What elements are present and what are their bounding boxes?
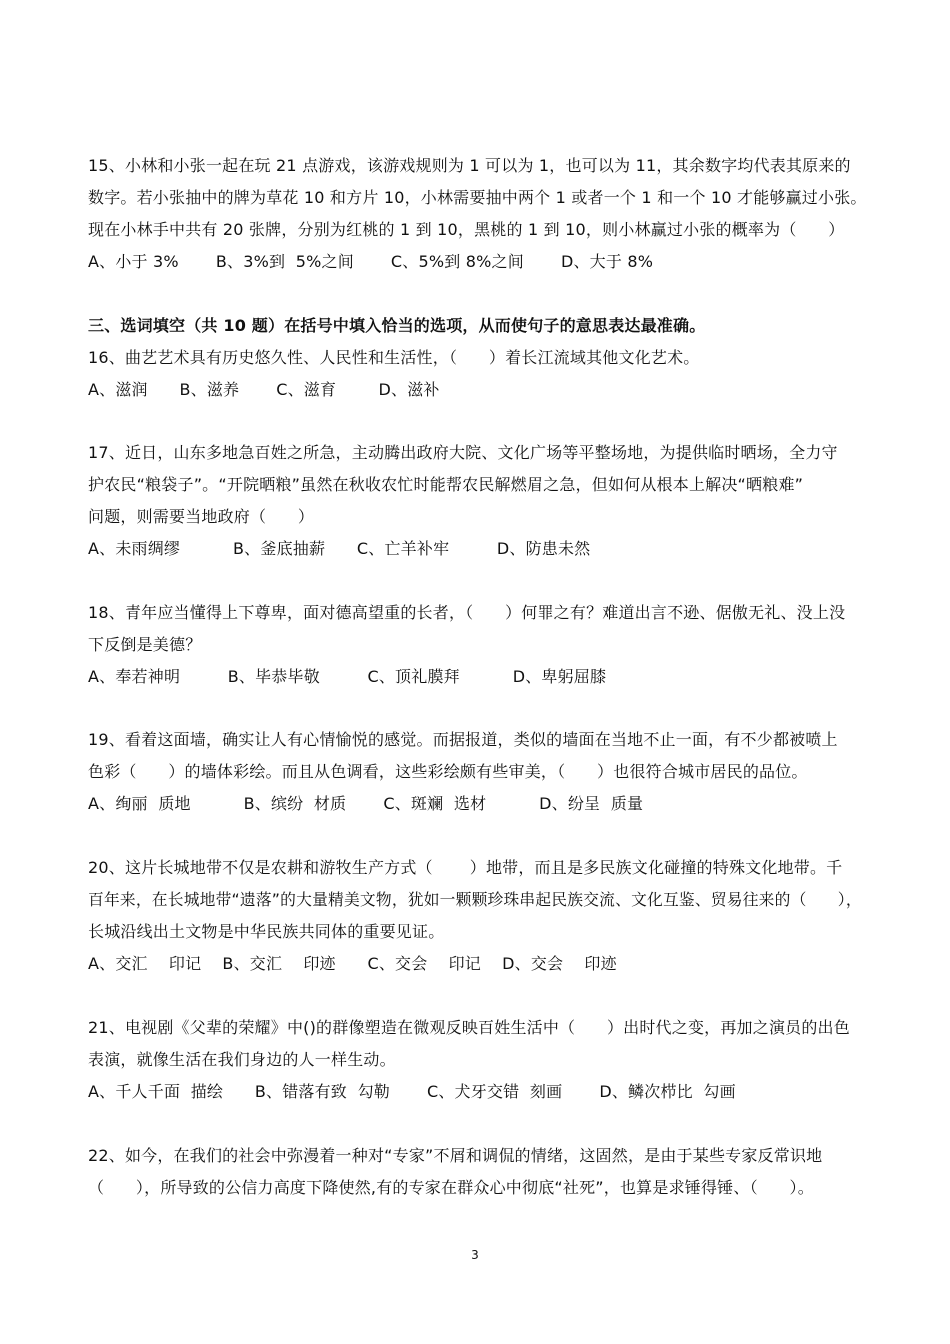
q20-line-1: 20、这片长城地带不仅是农耕和游牧生产方式（ ）地带，而且是多民族文化碰撞的特殊文化地带。千: [88, 858, 843, 877]
q18-line-2: 下反倒是美德？: [88, 635, 202, 654]
q15-line-3: 现在小林手中共有 20 张牌，分别为红桃的 1 到 10，黑桃的 1 到 10，则小林赢过小张的概率为（ ）: [88, 220, 845, 239]
q21-line-1: 21、电视剧《父辈的荣耀》中()的群像塑造在微观反映百姓生活中（ ）出时代之变，再加之演员的出色: [88, 1018, 850, 1037]
q16-options: A、滋润 B、滋养 C、滋育 D、滋补: [88, 380, 440, 399]
q19-line-1: 19、看着这面墙，确实让人有心情愉悦的感觉。而据报道，类似的墙面在当地不止一面，有不少都被喷上: [88, 730, 838, 749]
q15-options: A、小于 3% B、3%到 5%之间 C、5%到 8%之间 D、大于 8%: [88, 252, 654, 271]
q20-line-3: 长城沿线出土文物是中华民族共同体的重要见证。: [88, 922, 445, 941]
q19-line-2: 色彩（ ）的墙体彩绘。而且从色调看，这些彩绘颇有些审美，（ ）也很符合城市居民的品位。: [88, 762, 808, 781]
q17-line-3: 问题，则需要当地政府（ ）: [88, 507, 315, 526]
q20-line-2: 百年来，在长城地带“遗落”的大量精美文物，犹如一颗颗珍珠串起民族交流、文化互鉴、贸易往来的（ ），: [88, 890, 862, 909]
q17-options: A、未雨绸缪 B、釜底抽薪 C、亡羊补牢 D、防患未然: [88, 539, 591, 558]
q17-line-2: 护农民“粮袋子”。“开院晒粮”虽然在秋收农忙时能帮农民解燃眉之急，但如何从根本上解决“晒粮难”: [88, 475, 804, 494]
q16-line-1: 16、曲艺艺术具有历史悠久性、人民性和生活性，（ ）着长江流域其他文化艺术。: [88, 348, 700, 367]
q20-options: A、交汇 印记 B、交汇 印迹 C、交会 印记 D、交会 印迹: [88, 954, 617, 973]
section-3-heading: 三、选词填空（共 10 题）在括号中填入恰当的选项，从而使句子的意思表达最准确。: [88, 316, 706, 335]
q21-options: A、千人千面 描绘 B、错落有致 勾勒 C、犬牙交错 刻画 D、鳞次栉比 勾画: [88, 1082, 736, 1101]
q18-line-1: 18、青年应当懂得上下尊卑，面对德高望重的长者，（ ）何罪之有？难道出言不逊、倨傲无礼、没上没: [88, 603, 846, 622]
q15-line-2: 数字。若小张抽中的牌为草花 10 和方片 10，小林需要抽中两个 1 或者一个 1 和一个 10 才能够赢过小张。: [88, 188, 867, 207]
q22-line-2: （ ），所导致的公信力高度下降使然,有的专家在群众心中彻底“社死”，也算是求锤得锤、（ ）。: [88, 1178, 814, 1197]
q21-line-2: 表演，就像生活在我们身边的人一样生动。: [88, 1050, 396, 1069]
q18-options: A、奉若神明 B、毕恭毕敬 C、顶礼膜拜 D、卑躬屈膝: [88, 667, 607, 686]
q15-line-1: 15、小林和小张一起在玩 21 点游戏，该游戏规则为 1 可以为 1，也可以为 11，其余数字均代表其原来的: [88, 156, 851, 175]
page-number: 3: [471, 1248, 479, 1262]
q19-options: A、绚丽 质地 B、缤纷 材质 C、斑斓 选材 D、纷呈 质量: [88, 794, 644, 813]
q17-line-1: 17、近日，山东多地急百姓之所急，主动腾出政府大院、文化广场等平整场地，为提供临时晒场，全力守: [88, 443, 838, 462]
q22-line-1: 22、如今，在我们的社会中弥漫着一种对“专家”不屑和调侃的情绪，这固然，是由于某些专家反常识地: [88, 1146, 823, 1165]
